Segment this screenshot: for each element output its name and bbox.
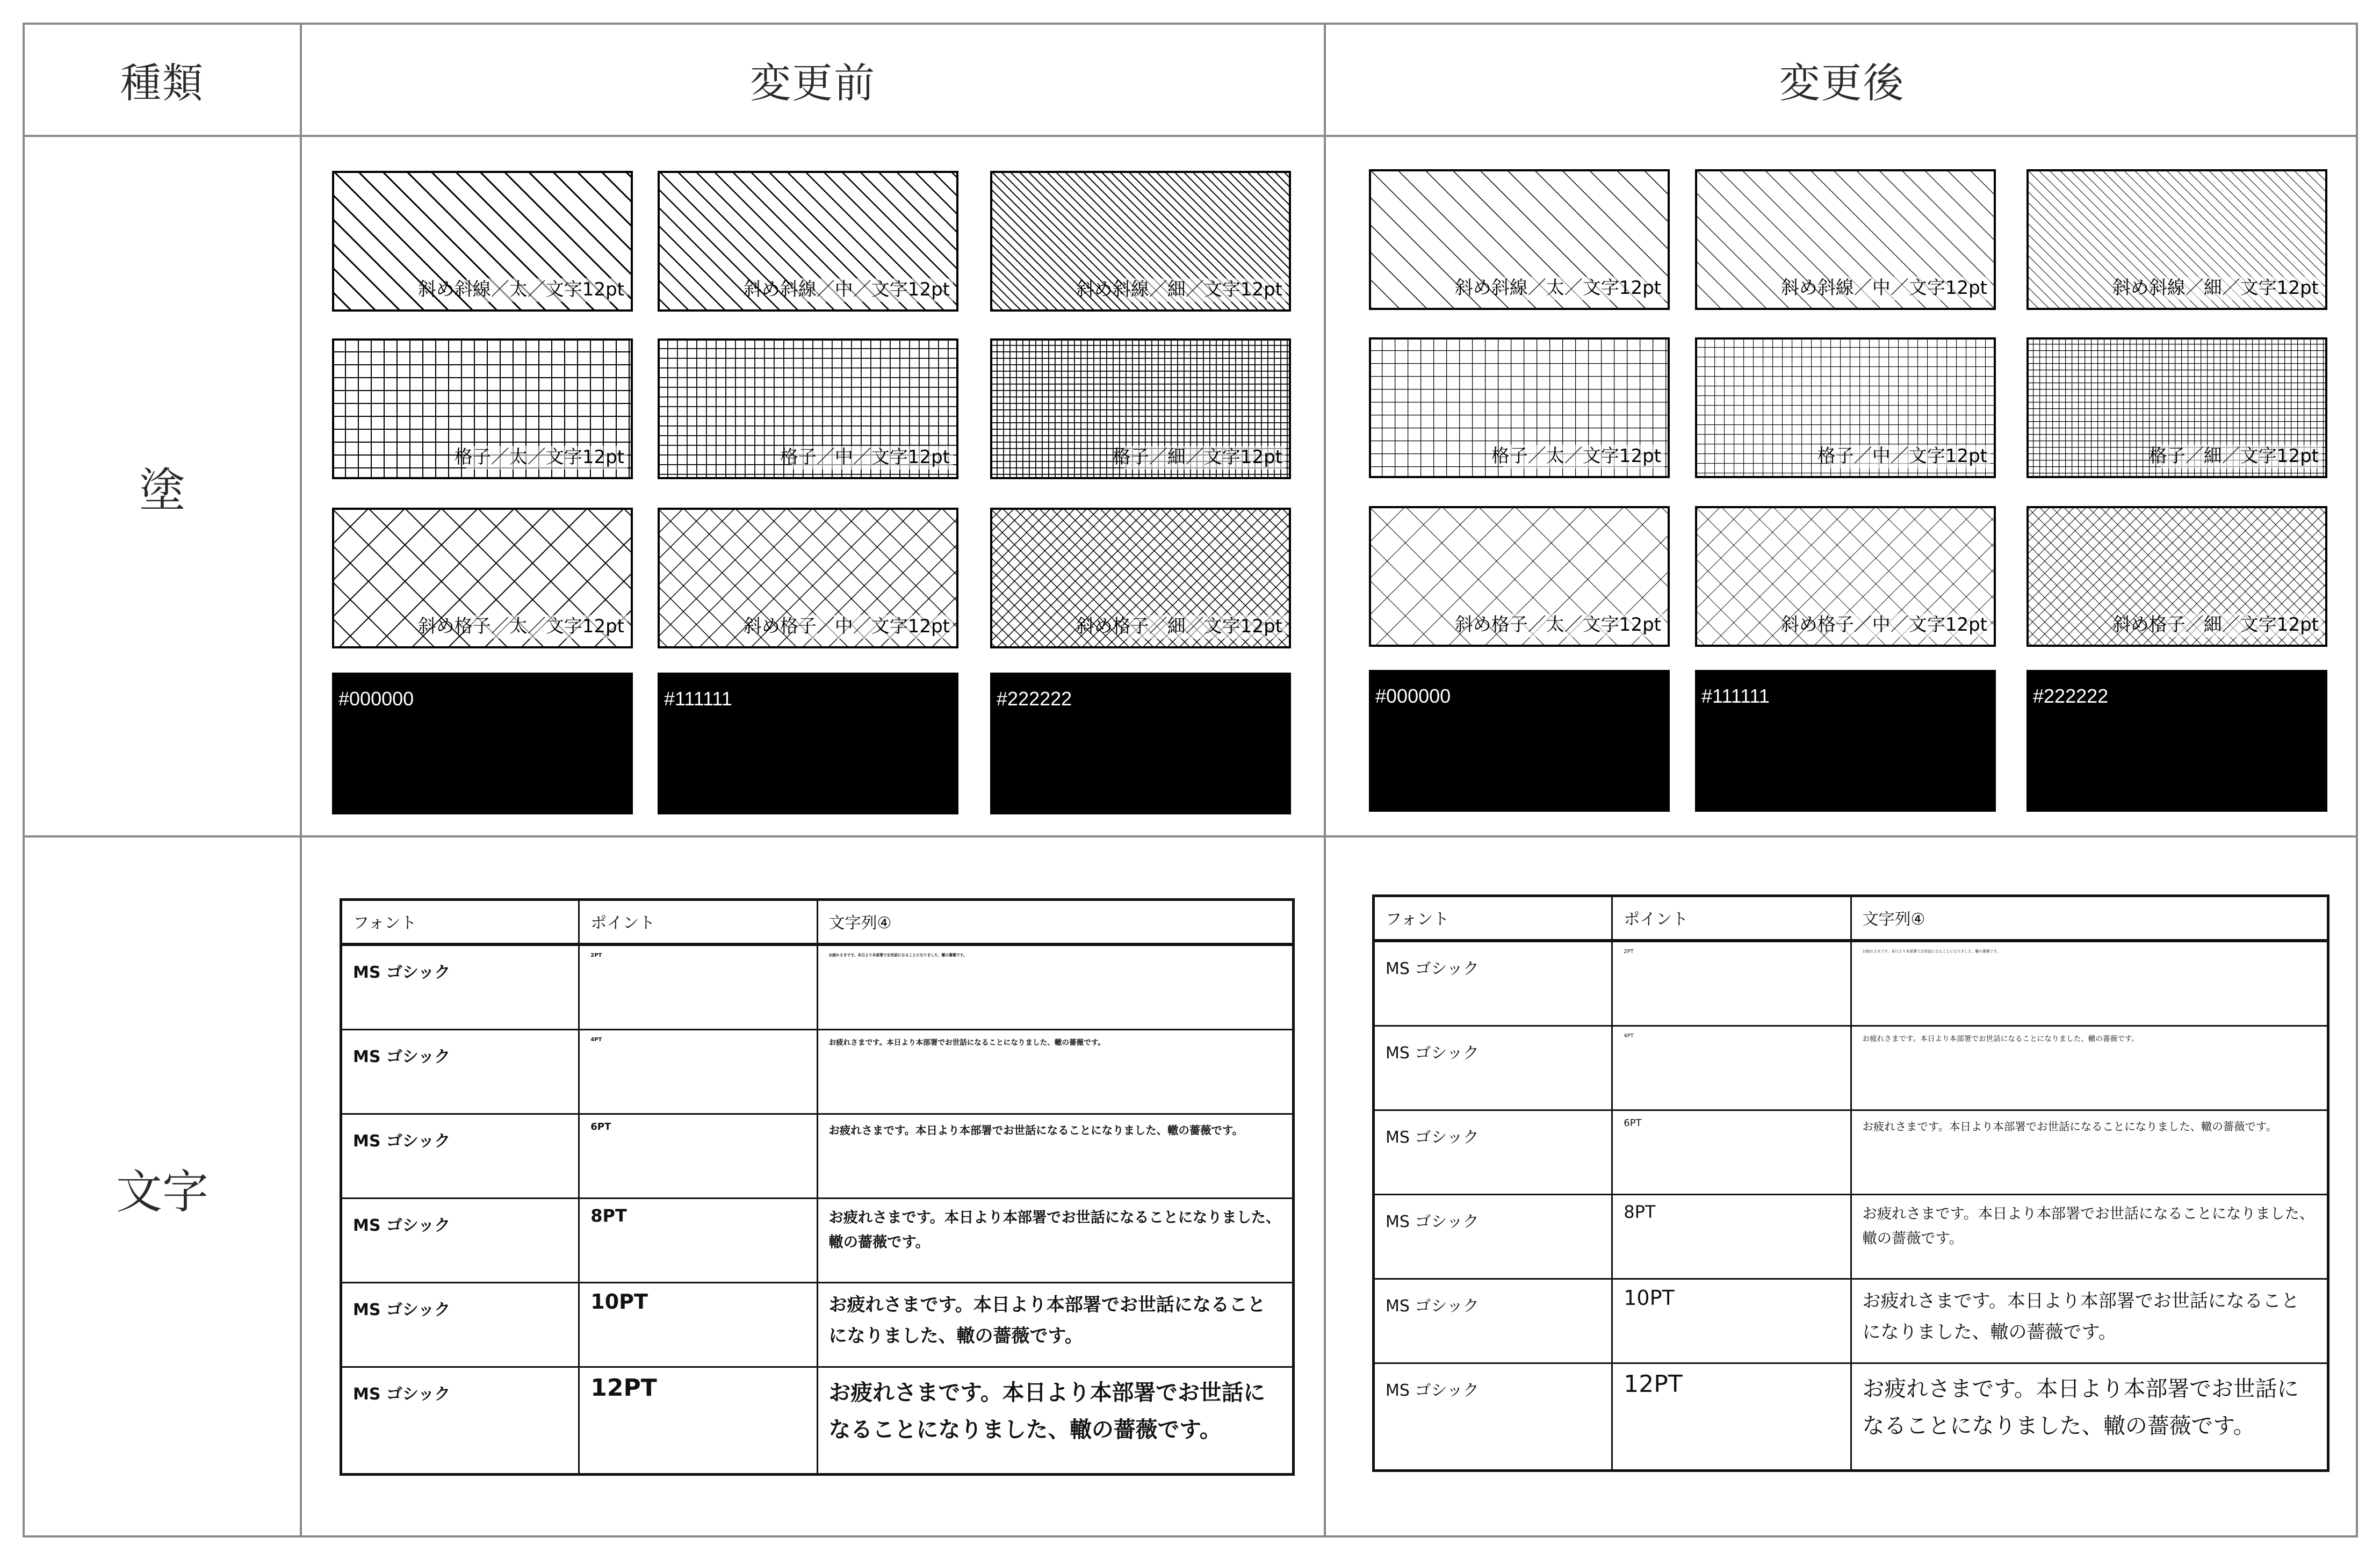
- sample-text-cell: お疲れさまです。本日より本部署でお世話になることになりました、轍の薔薇です。: [817, 1114, 1294, 1199]
- point-size-cell: 8PT: [1612, 1195, 1851, 1279]
- fill-sample-label: 斜め斜線／中／文字12pt: [1780, 277, 1987, 299]
- fill-sample-label: 斜め斜線／太／文字12pt: [1454, 277, 1661, 299]
- solid-fill-label: #222222: [997, 688, 1072, 710]
- fill-sample-grid-thin: [2026, 337, 2327, 478]
- font-name-cell: MS ゴシック: [341, 1367, 579, 1475]
- sample-text-cell: お疲れさまです。本日より本部署でお世話になることになりました、轍の薔薇です。: [817, 1199, 1294, 1283]
- point-size-cell: 8PT: [579, 1199, 817, 1283]
- fill-sample-cross-thin: [2026, 506, 2327, 647]
- header-divider: [23, 135, 2358, 137]
- font-name-cell: MS ゴシック: [1374, 1195, 1612, 1279]
- font-name-cell: MS ゴシック: [341, 1283, 579, 1367]
- table-row: [341, 1114, 1294, 1199]
- column-divider-1: [300, 23, 302, 1538]
- row-divider: [23, 835, 2358, 838]
- column-header-string: 文字列④: [817, 900, 1294, 945]
- column-header-font: フォント: [341, 900, 579, 945]
- font-name-cell: MS ゴシック: [1374, 1363, 1612, 1471]
- point-size-cell: 6PT: [1612, 1110, 1851, 1195]
- solid-fill-1: [1695, 670, 1996, 812]
- table-row: [341, 1030, 1294, 1114]
- font-name-cell: MS ゴシック: [341, 1030, 579, 1114]
- fill-sample-cross-thick: [332, 508, 633, 648]
- fill-sample-diag-thin: [990, 171, 1291, 312]
- header-kind: 種類: [120, 59, 204, 107]
- point-size-cell: 4PT: [1612, 1026, 1851, 1110]
- fill-sample-label: 斜め格子／細／文字12pt: [1076, 616, 1282, 637]
- fill-sample-cross-thin: [990, 508, 1291, 648]
- fill-sample-label: 斜め斜線／細／文字12pt: [1076, 279, 1282, 300]
- fill-sample-diag-thin: [2026, 169, 2327, 310]
- solid-fill-label: #000000: [1375, 685, 1451, 707]
- table-row: [1374, 1026, 2328, 1110]
- column-header-string: 文字列④: [1851, 896, 2328, 941]
- row-label-fill: 塗: [139, 464, 185, 517]
- table-row: [341, 1283, 1294, 1367]
- sample-text-cell: お疲れさまです。本日より本部署でお世話になることになりました、轍の薔薇です。: [1851, 1110, 2328, 1195]
- column-header-point: ポイント: [1612, 896, 1851, 941]
- fill-sample-label: 斜め斜線／太／文字12pt: [417, 279, 624, 300]
- fill-sample-label: 格子／太／文字12pt: [1491, 445, 1661, 467]
- font-name-cell: MS ゴシック: [341, 1199, 579, 1283]
- table-row: [1374, 1279, 2328, 1363]
- solid-fill-label: #111111: [1701, 685, 1770, 707]
- fill-sample-label: 格子／細／文字12pt: [1112, 446, 1282, 468]
- fill-sample-grid-thin: [990, 338, 1291, 479]
- sample-text-cell: お疲れさまです。本日より本部署でお世話になることになりました、轍の薔薇です。: [1851, 941, 2328, 1026]
- fill-sample-diag-thick: [1369, 169, 1670, 310]
- column-header-point: ポイント: [579, 900, 817, 945]
- solid-fill-label: #222222: [2033, 685, 2109, 707]
- font-name-cell: MS ゴシック: [341, 1114, 579, 1199]
- point-size-cell: 12PT: [1612, 1363, 1851, 1471]
- sample-text-cell: お疲れさまです。本日より本部署でお世話になることになりました、轍の薔薇です。: [817, 1283, 1294, 1367]
- fill-sample-diag-medium: [658, 171, 958, 312]
- sample-text-cell: お疲れさまです。本日より本部署でお世話になることになりました、轍の薔薇です。: [1851, 1363, 2328, 1471]
- fill-sample-grid-thick: [1369, 337, 1670, 478]
- point-size-cell: 12PT: [579, 1367, 817, 1475]
- fill-sample-label: 斜め格子／太／文字12pt: [417, 616, 624, 637]
- table-header-row: [341, 900, 1294, 945]
- point-size-cell: 10PT: [1612, 1279, 1851, 1363]
- point-size-cell: 4PT: [579, 1030, 817, 1114]
- fill-sample-label: 斜め格子／中／文字12pt: [1780, 614, 1987, 636]
- fill-sample-cross-thick: [1369, 506, 1670, 647]
- table-header-row: [1374, 896, 2328, 941]
- fill-sample-label: 格子／中／文字12pt: [1817, 445, 1987, 467]
- solid-fill-1: [658, 673, 958, 814]
- header-before: 変更前: [750, 59, 876, 107]
- row-label-text: 文字: [116, 1165, 208, 1219]
- fill-sample-grid-thick: [332, 338, 633, 479]
- font-name-cell: MS ゴシック: [1374, 1110, 1612, 1195]
- column-divider-2: [1324, 23, 1326, 1538]
- fill-sample-label: 斜め格子／太／文字12pt: [1454, 614, 1661, 636]
- sample-text-cell: お疲れさまです。本日より本部署でお世話になることになりました、轍の薔薇です。: [817, 944, 1294, 1030]
- table-row: [1374, 941, 2328, 1026]
- fill-sample-cross-medium: [1695, 506, 1996, 647]
- sample-text-cell: お疲れさまです。本日より本部署でお世話になることになりました、轍の薔薇です。: [1851, 1026, 2328, 1110]
- point-size-cell: 6PT: [579, 1114, 817, 1199]
- font-name-cell: MS ゴシック: [341, 944, 579, 1030]
- table-row: [341, 944, 1294, 1030]
- fill-sample-cross-medium: [658, 508, 958, 648]
- sample-text-cell: お疲れさまです。本日より本部署でお世話になることになりました、轍の薔薇です。: [817, 1030, 1294, 1114]
- fill-sample-label: 格子／中／文字12pt: [780, 446, 950, 468]
- fill-sample-diag-medium: [1695, 169, 1996, 310]
- header-after: 変更後: [1779, 59, 1905, 107]
- sample-text-cell: お疲れさまです。本日より本部署でお世話になることになりました、轍の薔薇です。: [1851, 1279, 2328, 1363]
- table-row: [1374, 1363, 2328, 1471]
- solid-fill-2: [2026, 670, 2327, 812]
- fill-sample-label: 斜め斜線／中／文字12pt: [743, 279, 950, 300]
- point-size-cell: 10PT: [579, 1283, 817, 1367]
- table-row: [341, 1199, 1294, 1283]
- solid-fill-2: [990, 673, 1291, 814]
- fill-sample-label: 斜め格子／中／文字12pt: [743, 616, 950, 637]
- fill-sample-label: 斜め格子／細／文字12pt: [2112, 614, 2319, 636]
- sample-text-cell: お疲れさまです。本日より本部署でお世話になることになりました、轍の薔薇です。: [817, 1367, 1294, 1475]
- fill-sample-diag-thick: [332, 171, 633, 312]
- font-name-cell: MS ゴシック: [1374, 941, 1612, 1026]
- fill-sample-grid-medium: [658, 338, 958, 479]
- point-size-cell: 2PT: [579, 944, 817, 1030]
- table-row: [1374, 1195, 2328, 1279]
- table-row: [341, 1367, 1294, 1475]
- font-name-cell: MS ゴシック: [1374, 1026, 1612, 1110]
- solid-fill-0: [332, 673, 633, 814]
- point-size-cell: 2PT: [1612, 941, 1851, 1026]
- sample-text-cell: お疲れさまです。本日より本部署でお世話になることになりました、轍の薔薇です。: [1851, 1195, 2328, 1279]
- fill-sample-label: 格子／太／文字12pt: [454, 446, 624, 468]
- fill-sample-label: 格子／細／文字12pt: [2148, 445, 2319, 467]
- table-row: [1374, 1110, 2328, 1195]
- fill-sample-label: 斜め斜線／細／文字12pt: [2112, 277, 2319, 299]
- fill-sample-grid-medium: [1695, 337, 1996, 478]
- solid-fill-label: #000000: [338, 688, 414, 710]
- font-sample-table-after: [1372, 894, 2329, 1472]
- font-sample-table-before: [340, 898, 1295, 1476]
- solid-fill-label: #111111: [664, 688, 732, 710]
- column-header-font: フォント: [1374, 896, 1612, 941]
- solid-fill-0: [1369, 670, 1670, 812]
- font-name-cell: MS ゴシック: [1374, 1279, 1612, 1363]
